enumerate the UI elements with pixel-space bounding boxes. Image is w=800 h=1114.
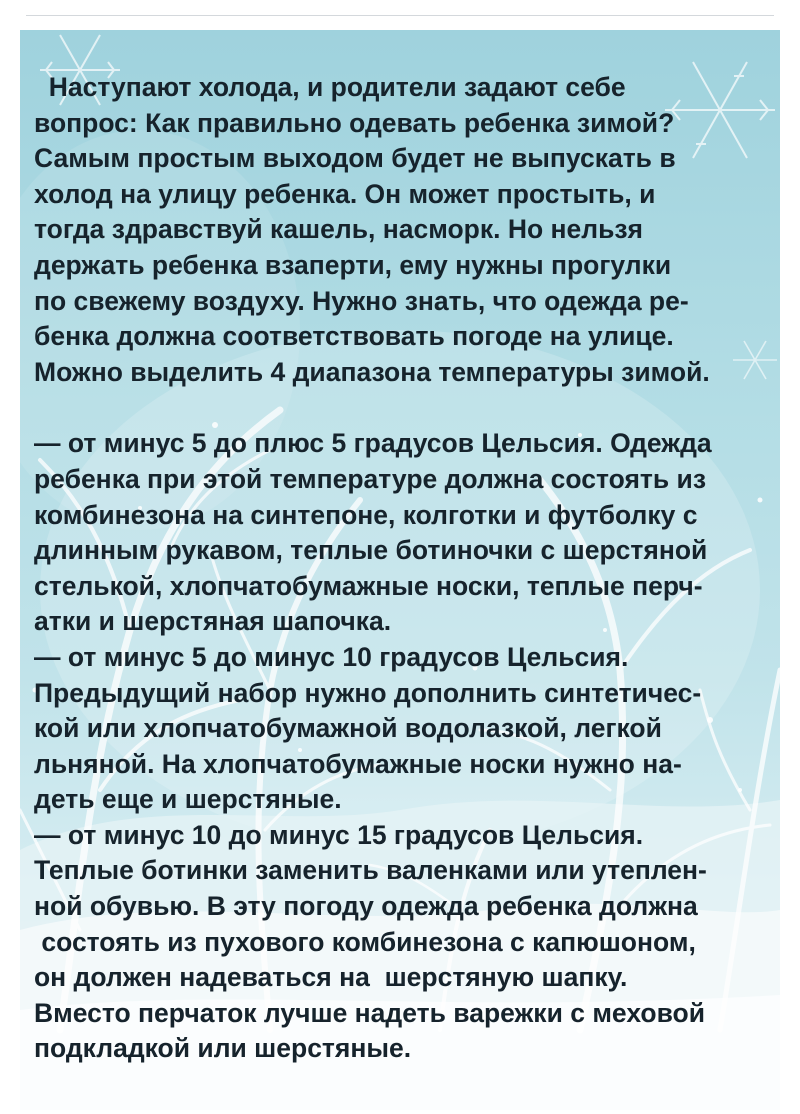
text-line: Теплые ботинки заменить валенками или утеплен- [34, 855, 707, 886]
text-line: Вместо перчаток лучше надеть варежки с меховой [34, 997, 706, 1028]
text-line: — от минус 10 до минус 15 градусов Цельсия. [34, 819, 644, 850]
text-line: атки и шерстяная шапочка. [34, 606, 392, 637]
article-text [34, 70, 770, 1067]
text-line: холод на улицу ребенка. Он может простыть, и [34, 178, 656, 209]
text-line: ребенка при этой температуре должна состоять из [34, 463, 707, 494]
paragraph-gap [34, 390, 770, 426]
winter-info-card [20, 30, 780, 1110]
text-line: вопрос: Как правильно одевать ребенка зимой? [34, 107, 675, 138]
text-line: кой или хлопчатобумажной водолазкой, легкой [34, 713, 662, 744]
text-line: льняной. На хлопчатобумажные носки нужно на- [34, 748, 682, 779]
text-line: по свежему воздуху. Нужно знать, что одежда ре- [34, 285, 689, 316]
text-line: длинным рукавом, теплые ботиночки с шерстяной [34, 535, 708, 566]
text-line: состоять из пухового комбинезона с капюшоном, [34, 926, 696, 957]
text-line: тогда здравствуй кашель, насморк. Но нельзя [34, 214, 644, 245]
text-line: бенка должна соответствовать погоде на улице. [34, 321, 674, 352]
text-line: стелькой, хлопчатобумажные носки, теплые перч- [34, 570, 703, 601]
top-divider [26, 15, 774, 16]
text-line: держать ребенка взаперти, ему нужны прогулки [34, 249, 672, 280]
text-line: Наступают холода, и родители задают себе [34, 72, 626, 102]
text-line: Можно выделить 4 диапазона температуры зимой. [34, 356, 710, 387]
text-line: комбинезона на синтепоне, колготки и футболку с [34, 499, 698, 530]
text-line: Самым простым выходом будет не выпускать в [34, 143, 676, 174]
text-line: подкладкой или шерстяные. [34, 1033, 412, 1064]
text-line: ной обувью. В эту погоду одежда ребенка должна [34, 891, 698, 922]
text-line: — от минус 5 до плюс 5 градусов Цельсия. Одежда [34, 428, 712, 459]
text-line: — от минус 5 до минус 10 градусов Цельсия. [34, 641, 629, 672]
text-line: Предыдущий набор нужно дополнить синтетичес- [34, 677, 702, 708]
text-line: деть еще и шерстяные. [34, 784, 342, 815]
text-line: он должен надеваться на шерстяную шапку. [34, 962, 628, 993]
